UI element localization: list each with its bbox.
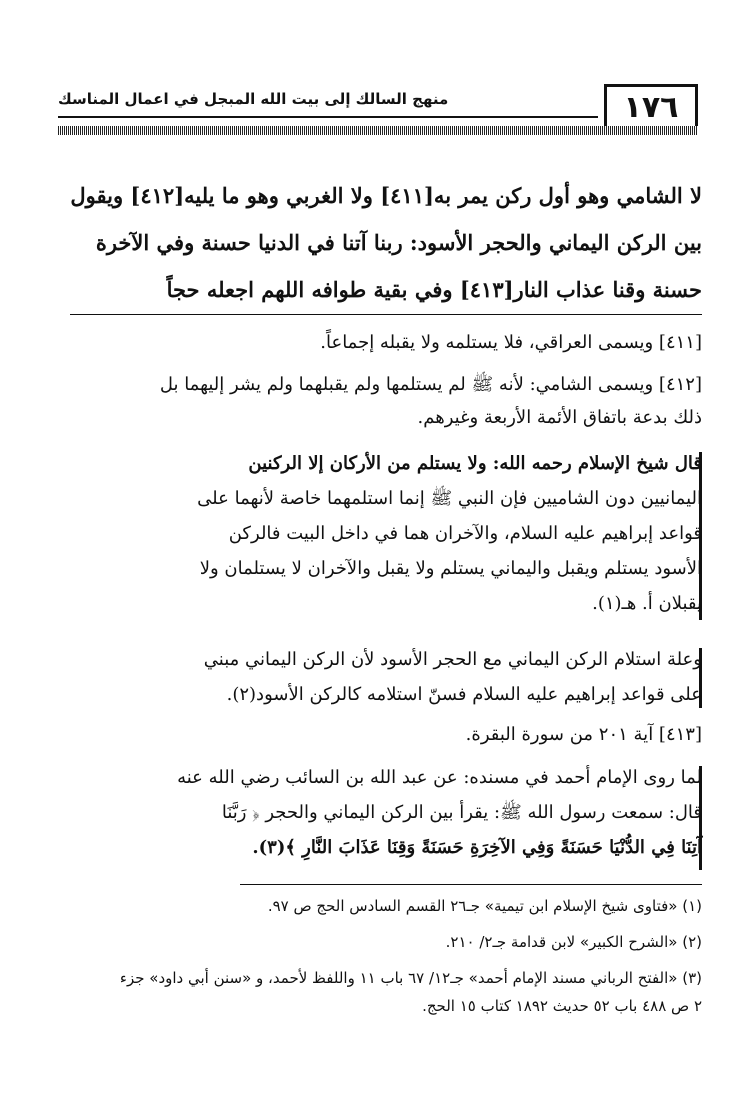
running-title: منهج السالك إلى بيت الله المبجل في اعمال المناسك	[58, 90, 449, 108]
note-412	[62, 368, 702, 434]
note-line: [٤١٣] آية ٢٠١ من سورة البقرة.	[465, 724, 702, 745]
header-band-divider	[58, 126, 698, 135]
quote-line: الأسود يستلم ويقبل واليماني يستلم ولا يقبل والآخران لا يستلمان ولا	[199, 558, 702, 579]
footnote-3	[62, 964, 702, 1020]
main-text-line: حسنة وقنا عذاب النار[٤١٣] وفي بقية طوافه اللهم اجعله حجاً	[166, 277, 702, 302]
note-line: ذلك بدعة باتفاق الأئمة الأربعة وغيرهم.	[417, 407, 702, 428]
page-number: ١٧٦	[604, 84, 698, 130]
footnote-line: ٢ ص ٤٨٨ باب ٥٢ حديث ١٨٩٢ كتاب ١٥ الحج.	[422, 997, 702, 1015]
quote-reason	[62, 642, 702, 712]
quote-line: على قواعد إبراهيم عليه السلام فسنّ استلامه كالركن الأسود(٢).	[226, 684, 702, 705]
main-text	[62, 172, 702, 313]
quote-line: لما روى الإمام أحمد في مسنده: عن عبد الله بن السائب رضي الله عنه	[177, 767, 702, 788]
note-413	[62, 718, 702, 751]
quran-verse: آتِنَا فِي الدُّنْيَا حَسَنَةً وَفِي الآخِرَةِ حَسَنَةً وَقِنَا عَذَابَ النَّارِ ﴾(٣).	[252, 837, 702, 858]
footnote-line: (٢) «الشرح الكبير» لابن قدامة جـ٢/ ٢١٠.	[445, 933, 702, 951]
quote-ibn-taymiyyah	[62, 446, 702, 621]
footnote-line: (٣) «الفتح الرباني مسند الإمام أحمد» جـ١٢/ ٦٧ باب ١١ واللفظ لأحمد، و «سنن أبي داود» جزء	[119, 969, 702, 987]
footnote-1	[62, 892, 702, 920]
page-header	[58, 82, 698, 142]
note-line: [٤١١] ويسمى العراقي، فلا يستلمه ولا يقبله إجماعاً.	[320, 332, 702, 353]
quote-line: قال شيخ الإسلام رحمه الله: ولا يستلم من الأركان إلا الركنين	[248, 453, 702, 474]
quote-line: وعلة استلام الركن اليماني مع الحجر الأسود لأن الركن اليماني مبني	[203, 649, 702, 670]
main-text-line: لا الشامي وهو أول ركن يمر به[٤١١] ولا الغربي وهو ما يليه[٤١٢] ويقول	[70, 183, 702, 208]
quote-line: قال: سمعت رسول الله ﷺ: يقرأ بين الركن اليماني والحجر ﴿ رَبَّنَا	[221, 802, 702, 823]
quote-line: اليمانيين دون الشاميين فإن النبي ﷺ إنما استلمهما خاصة لأنهما على	[197, 488, 702, 509]
quote-line: قواعد إبراهيم عليه السلام، والآخران هما في داخل البيت فالركن	[228, 523, 702, 544]
note-411	[62, 326, 702, 359]
main-text-line: بين الركن اليماني والحجر الأسود: ربنا آتنا في الدنيا حسنة وفي الآخرة	[95, 230, 702, 255]
footnote-line: (١) «فتاوى شيخ الإسلام ابن تيمية» جـ٢٦ القسم السادس الحج ص ٩٧.	[267, 897, 702, 915]
quote-hadith	[62, 760, 702, 865]
footnote-2	[62, 928, 702, 956]
note-line: [٤١٢] ويسمى الشامي: لأنه ﷺ لم يستلمها ولم يقبلهما ولم يشر إليهما بل	[159, 374, 702, 395]
quote-line: يقبلان أ. هـ(١).	[592, 593, 702, 614]
footnote-separator	[240, 884, 702, 885]
title-underline	[58, 116, 598, 118]
main-notes-separator	[70, 314, 702, 315]
